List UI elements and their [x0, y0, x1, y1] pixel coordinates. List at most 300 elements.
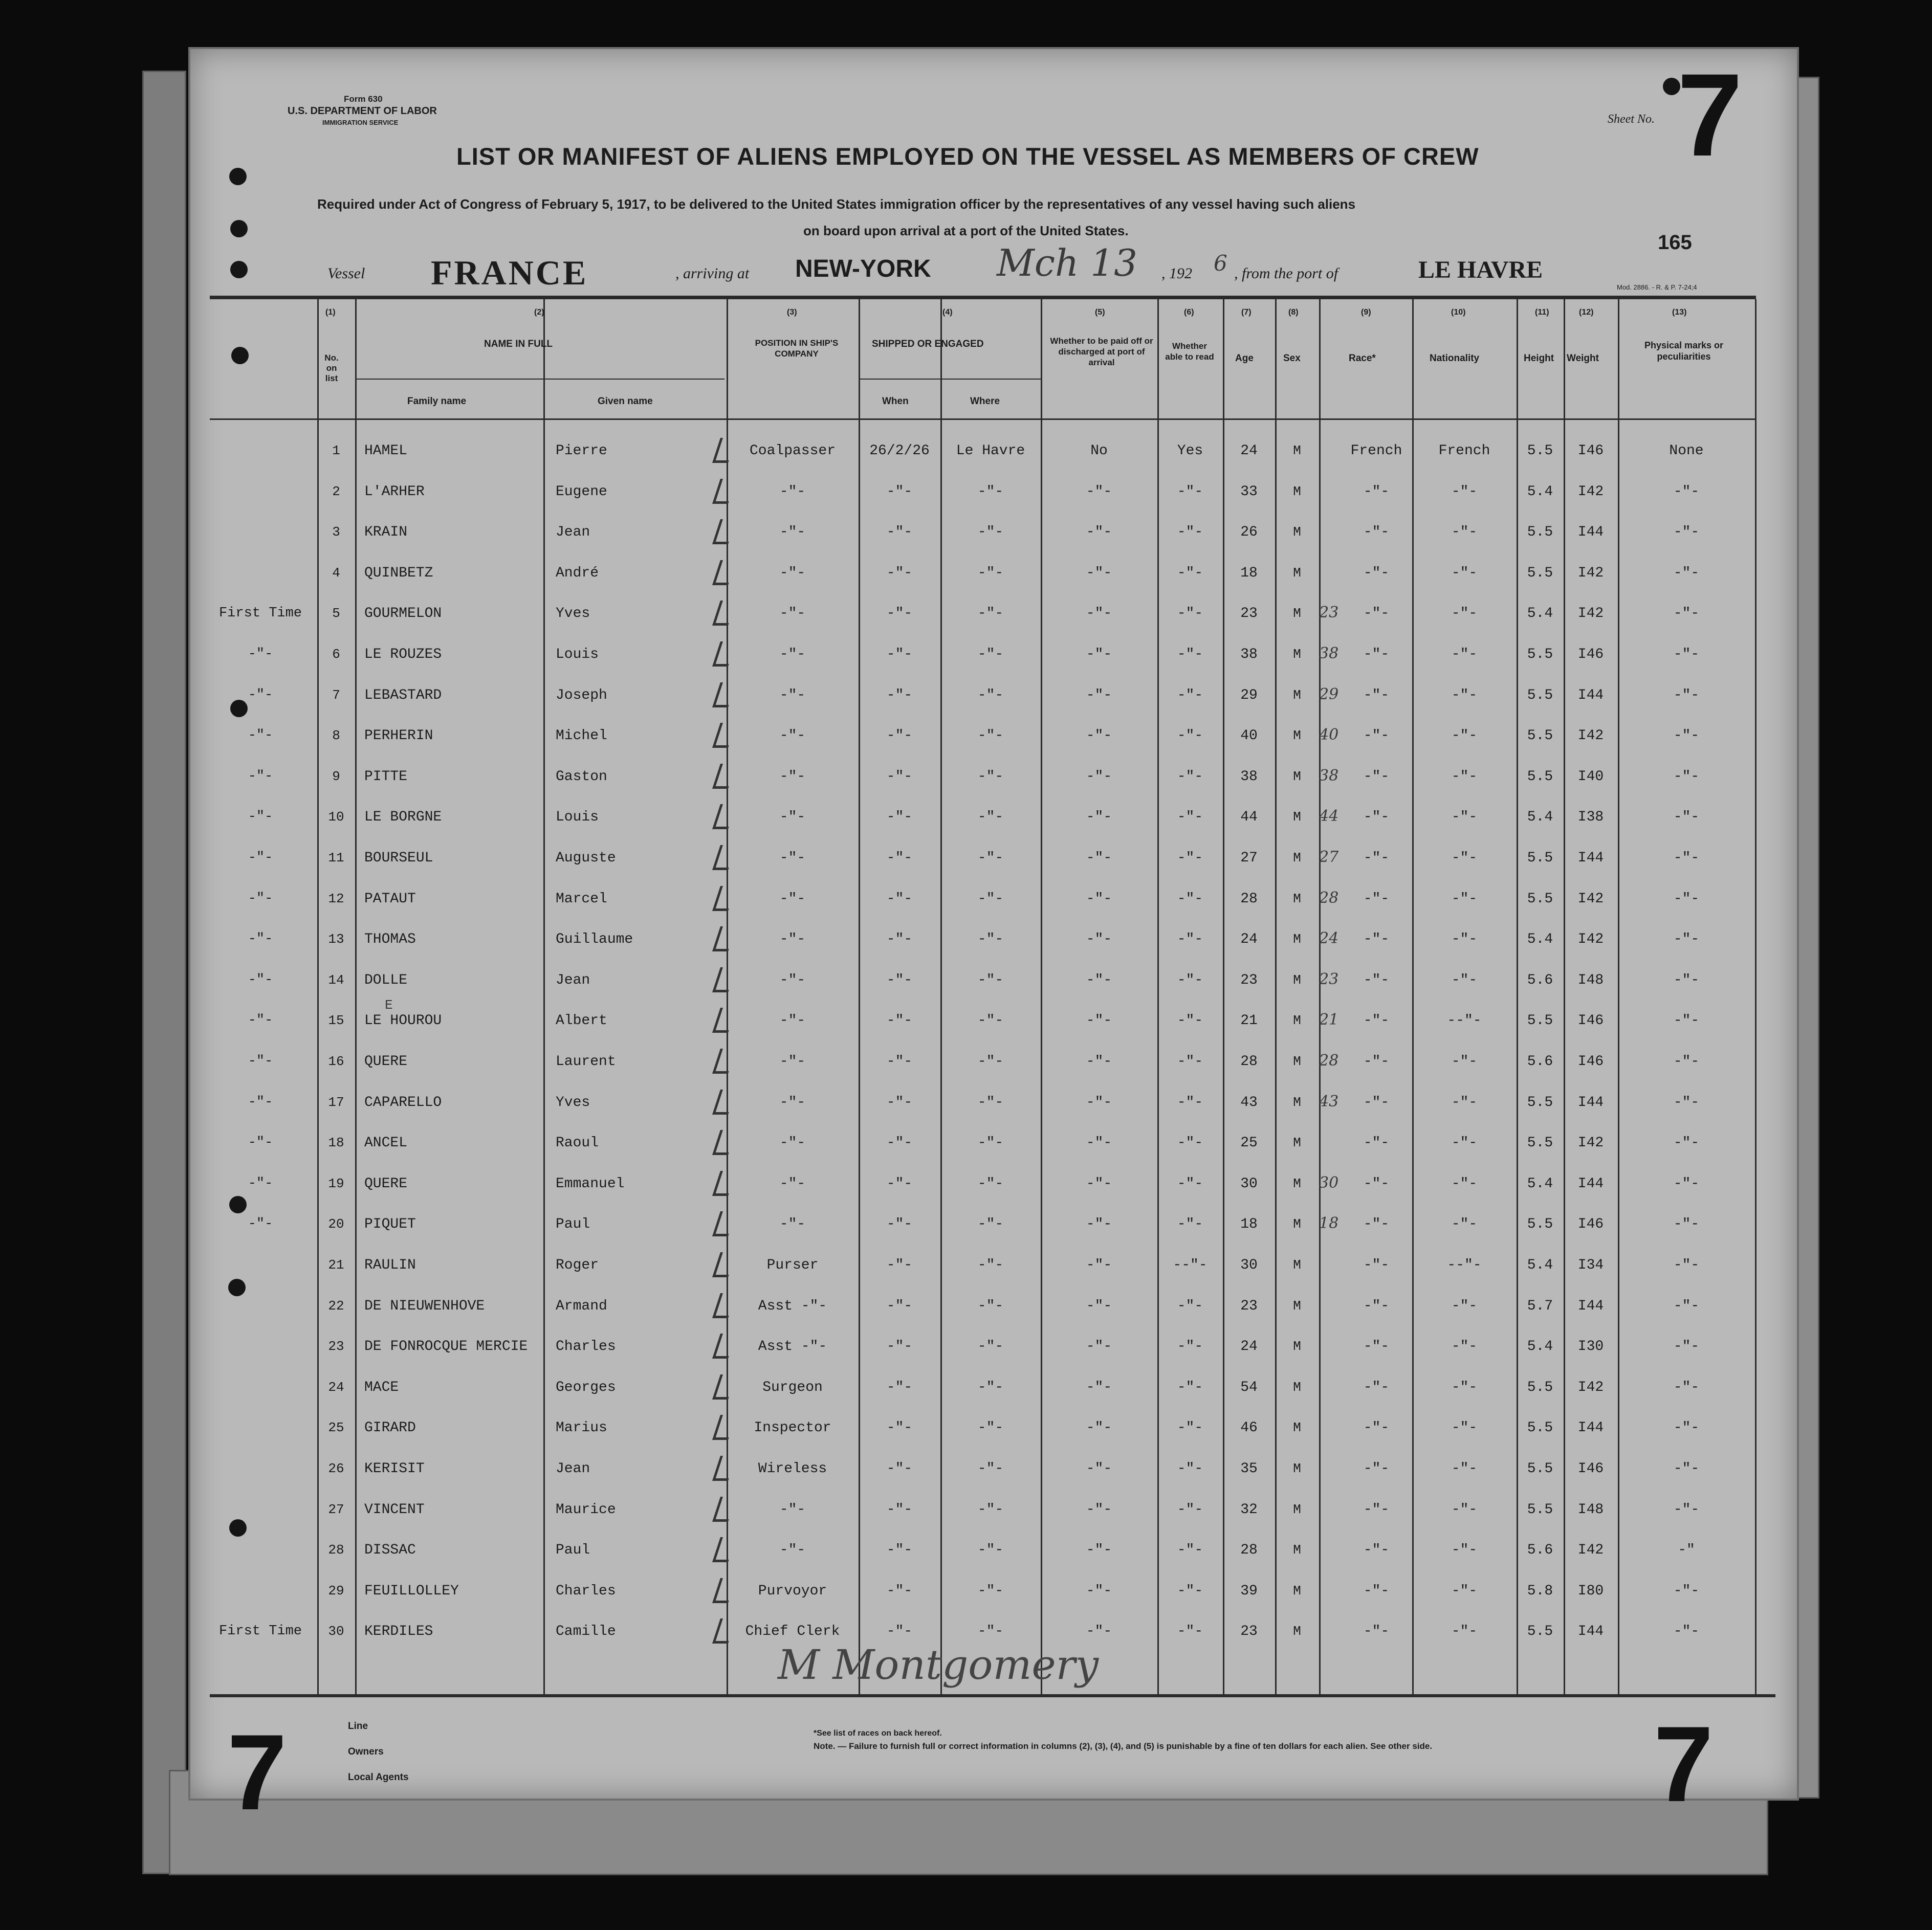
cell-nat: -"-: [1451, 1583, 1478, 1599]
cell-nat: -"-: [1451, 1095, 1478, 1111]
col7-header: Age: [1235, 353, 1254, 364]
cell-position: Surgeon: [762, 1380, 823, 1395]
table-row: [0, 1013, 1932, 1044]
col2-num: (2): [534, 308, 544, 317]
col12-num: (12): [1579, 308, 1594, 317]
cell-age: 27: [1240, 850, 1258, 866]
cell-read: -"-: [1177, 484, 1203, 500]
cell-when: -"-: [886, 1502, 913, 1518]
col2-header: NAME IN FULL: [484, 339, 553, 349]
cell-no: 20: [328, 1216, 344, 1232]
cell-where: -"-: [977, 647, 1004, 662]
cell-position: -"-: [779, 1176, 806, 1192]
cell-height: 5.5: [1527, 565, 1553, 581]
cell-height: 5.4: [1527, 1339, 1553, 1355]
note-label: Note.: [814, 1741, 836, 1751]
cell-sex: M: [1293, 1257, 1301, 1273]
cell-given: Laurent: [556, 1054, 616, 1070]
cell-paid: -"-: [1086, 1339, 1112, 1355]
cell-position: Asst -"-: [758, 1298, 827, 1314]
cell-marks: -"-: [1673, 1420, 1700, 1436]
table-row: [0, 1502, 1932, 1533]
handwritten-age: 44: [1319, 807, 1339, 825]
cell-no: 5: [332, 606, 340, 621]
cell-race: -"-: [1363, 1135, 1390, 1151]
cell-race: -"-: [1363, 1420, 1390, 1436]
cell-weight: I44: [1577, 524, 1604, 540]
cell-note: First Time: [218, 606, 302, 621]
cell-when: -"-: [886, 1054, 913, 1070]
cell-read: -"-: [1177, 565, 1203, 581]
table-row: [0, 931, 1932, 962]
cell-note: -"-: [248, 1054, 273, 1069]
cell-family: KRAIN: [364, 524, 408, 540]
cell-weight: I46: [1577, 1216, 1604, 1232]
cell-age: 18: [1240, 565, 1258, 581]
cell-given: Marcel: [556, 891, 607, 907]
punch-hole: [230, 220, 248, 237]
cell-race: -"-: [1363, 1216, 1390, 1232]
cell-position: -"-: [779, 524, 806, 540]
cell-nat: French: [1438, 443, 1490, 459]
cell-read: -"-: [1177, 1135, 1203, 1151]
cell-nat: -"-: [1451, 606, 1478, 622]
cell-family: BOURSEUL: [364, 850, 433, 866]
col4-num: (4): [942, 308, 953, 317]
cell-age: 23: [1240, 606, 1258, 622]
cell-when: 26/2/26: [869, 443, 930, 459]
cell-weight: I30: [1577, 1339, 1604, 1355]
sheet-number: 7: [1677, 49, 1743, 181]
form-number: Form 630: [344, 94, 383, 104]
cell-family: DISSAC: [364, 1542, 416, 1558]
cell-nat: --"-: [1447, 1257, 1482, 1273]
cell-age: 28: [1240, 1054, 1258, 1070]
cell-given: Raoul: [556, 1135, 599, 1151]
cell-sex: M: [1293, 1542, 1301, 1558]
table-row: [0, 1216, 1932, 1247]
vessel-name: FRANCE: [431, 253, 588, 292]
table-row: [0, 1298, 1932, 1329]
cell-when: -"-: [886, 850, 913, 866]
cell-when: -"-: [886, 1257, 913, 1273]
cell-height: 5.5: [1527, 1461, 1553, 1477]
cell-no: 24: [328, 1380, 344, 1395]
cell-paid: -"-: [1086, 1624, 1112, 1639]
cell-height: 5.5: [1527, 1502, 1553, 1518]
cell-height: 5.4: [1527, 1176, 1553, 1192]
cell-where: -"-: [977, 1542, 1004, 1558]
cell-paid: -"-: [1086, 606, 1112, 622]
table-row: [0, 1542, 1932, 1573]
service: IMMIGRATION SERVICE: [322, 119, 399, 126]
col1-num: (1): [325, 308, 336, 317]
cell-family: QUERE: [364, 1054, 408, 1070]
cell-sex: M: [1293, 1298, 1301, 1314]
cell-age: 54: [1240, 1380, 1258, 1395]
cell-when: -"-: [886, 931, 913, 947]
cell-sex: M: [1293, 1583, 1301, 1599]
cell-where: -"-: [977, 1583, 1004, 1599]
cell-family: QUINBETZ: [364, 565, 433, 581]
cell-sex: M: [1293, 687, 1301, 703]
cell-paid: -"-: [1086, 1176, 1112, 1192]
cell-position: -"-: [779, 972, 806, 988]
cell-paid: -"-: [1086, 1054, 1112, 1070]
cell-given: Pierre: [556, 443, 607, 459]
cell-height: 5.5: [1527, 1013, 1553, 1029]
cell-sex: M: [1293, 647, 1301, 662]
cell-family: KERDILES: [364, 1624, 433, 1639]
cell-when: -"-: [886, 728, 913, 744]
cell-note: -"-: [248, 850, 273, 866]
cell-paid: -"-: [1086, 1298, 1112, 1314]
cell-weight: I42: [1577, 891, 1604, 907]
cell-weight: I48: [1577, 972, 1604, 988]
cell-read: -"-: [1177, 1339, 1203, 1355]
cell-age: 29: [1240, 687, 1258, 703]
col1-header: No. on list: [324, 353, 339, 383]
cell-family: PITTE: [364, 769, 408, 785]
footer-agents-label: Local Agents: [348, 1772, 409, 1783]
table-row: [0, 524, 1932, 555]
cell-where: -"-: [977, 1339, 1004, 1355]
cell-read: -"-: [1177, 1461, 1203, 1477]
handwritten-age: 28: [1319, 889, 1339, 907]
cell-family: DOLLE: [364, 972, 408, 988]
cell-read: -"-: [1177, 809, 1203, 825]
cell-marks: -"-: [1673, 972, 1700, 988]
cell-no: 9: [332, 769, 340, 784]
cell-when: -"-: [886, 647, 913, 662]
cell-family: GIRARD: [364, 1420, 416, 1436]
col5-header: Whether to be paid off or discharged at port of arrival: [1050, 336, 1153, 367]
cell-where: -"-: [977, 1054, 1004, 1070]
cell-where: -"-: [977, 1135, 1004, 1151]
race-note: *See list of races on back hereof.: [814, 1729, 942, 1738]
cell-age: 25: [1240, 1135, 1258, 1151]
cell-race: -"-: [1363, 1542, 1390, 1558]
cell-weight: I38: [1577, 809, 1604, 825]
cell-position: -"-: [779, 565, 806, 581]
cell-family: LE BORGNE: [364, 809, 442, 825]
cell-sex: M: [1293, 565, 1301, 581]
cell-height: 5.6: [1527, 1054, 1553, 1070]
cell-read: --"-: [1173, 1257, 1208, 1273]
sheet-label: Sheet No.: [1608, 113, 1655, 126]
cell-family: FEUILLOLLEY: [364, 1583, 459, 1599]
cell-given: Guillaume: [556, 931, 633, 947]
cell-race: -"-: [1363, 1380, 1390, 1395]
table-row: [0, 1583, 1932, 1614]
cell-weight: I46: [1577, 443, 1604, 459]
cell-nat: -"-: [1451, 891, 1478, 907]
cell-weight: I44: [1577, 687, 1604, 703]
cell-given: Emmanuel: [556, 1176, 625, 1192]
cell-nat: -"-: [1451, 565, 1478, 581]
cell-paid: -"-: [1086, 524, 1112, 540]
year-prefix: , 192: [1161, 265, 1192, 282]
cell-sex: M: [1293, 484, 1301, 499]
cell-where: -"-: [977, 484, 1004, 500]
cell-note: -"-: [248, 1176, 273, 1191]
cell-given: Michel: [556, 728, 607, 744]
cell-paid: -"-: [1086, 1583, 1112, 1599]
manifest-sheet: [188, 47, 1799, 1801]
cell-race: -"-: [1363, 728, 1390, 744]
cell-nat: -"-: [1451, 1135, 1478, 1151]
col6-header: Whether able to read: [1165, 341, 1214, 362]
cell-paid: -"-: [1086, 647, 1112, 662]
cell-sex: M: [1293, 1461, 1301, 1476]
cell-weight: I44: [1577, 850, 1604, 866]
cell-family: GOURMELON: [364, 606, 442, 622]
cell-no: 23: [328, 1339, 344, 1354]
cell-marks: -"-: [1673, 769, 1700, 785]
cell-given: Joseph: [556, 687, 607, 703]
cell-race: -"-: [1363, 809, 1390, 825]
cell-given: Jean: [556, 972, 590, 988]
cell-weight: I46: [1577, 1461, 1604, 1477]
cell-height: 5.5: [1527, 850, 1553, 866]
cell-no: 6: [332, 647, 340, 662]
cell-height: 5.5: [1527, 443, 1553, 459]
cell-given: Louis: [556, 809, 599, 825]
cell-weight: I46: [1577, 1054, 1604, 1070]
cell-position: -"-: [779, 1502, 806, 1518]
cell-given: Marius: [556, 1420, 607, 1436]
col5-num: (5): [1095, 308, 1105, 317]
cell-where: -"-: [977, 1298, 1004, 1314]
cell-paid: -"-: [1086, 850, 1112, 866]
cell-given: Roger: [556, 1257, 599, 1273]
cell-when: -"-: [886, 1095, 913, 1111]
cell-given: Paul: [556, 1216, 590, 1232]
cell-race: -"-: [1363, 484, 1390, 500]
handwritten-age: 43: [1319, 1093, 1339, 1111]
cell-given: Yves: [556, 1095, 590, 1111]
table-bottom-rule: [210, 1694, 1775, 1697]
cell-race: -"-: [1363, 647, 1390, 662]
cell-no: 12: [328, 891, 344, 906]
cell-where: -"-: [977, 769, 1004, 785]
cell-when: -"-: [886, 1013, 913, 1029]
cell-nat: -"-: [1451, 728, 1478, 744]
cell-family: VINCENT: [364, 1502, 425, 1518]
cell-when: -"-: [886, 809, 913, 825]
cell-read: -"-: [1177, 1013, 1203, 1029]
cell-no: 25: [328, 1420, 344, 1435]
cell-sex: M: [1293, 1135, 1301, 1150]
table-row: [0, 1420, 1932, 1451]
cell-note: -"-: [248, 931, 273, 947]
cell-position: -"-: [779, 769, 806, 785]
cell-read: -"-: [1177, 931, 1203, 947]
cell-age: 23: [1240, 1624, 1258, 1639]
cell-height: 5.5: [1527, 1135, 1553, 1151]
col12-header: Weight: [1567, 353, 1599, 364]
cell-weight: I42: [1577, 1380, 1604, 1395]
cell-family: CAPARELLO: [364, 1095, 442, 1111]
cell-marks: -"-: [1673, 1583, 1700, 1599]
cell-weight: I42: [1577, 1135, 1604, 1151]
col11-num: (11): [1535, 308, 1549, 317]
col13-num: (13): [1672, 308, 1687, 317]
cell-weight: I42: [1577, 565, 1604, 581]
cell-given: Yves: [556, 606, 590, 622]
cell-race: -"-: [1363, 891, 1390, 907]
cell-given: Louis: [556, 647, 599, 662]
cell-position: -"-: [779, 1216, 806, 1232]
cell-where: -"-: [977, 565, 1004, 581]
cell-age: 18: [1240, 1216, 1258, 1232]
cell-age: 44: [1240, 809, 1258, 825]
cell-when: -"-: [886, 972, 913, 988]
handwritten-age: 28: [1319, 1052, 1339, 1070]
cell-race: -"-: [1363, 1176, 1390, 1192]
cell-where: -"-: [977, 809, 1004, 825]
cell-position: -"-: [779, 931, 806, 947]
cell-marks: -"-: [1673, 809, 1700, 825]
cell-sex: M: [1293, 1176, 1301, 1191]
department: U.S. DEPARTMENT OF LABOR: [288, 105, 437, 117]
cell-height: 5.5: [1527, 1216, 1553, 1232]
cell-sex: M: [1293, 1054, 1301, 1069]
cell-where: -"-: [977, 606, 1004, 622]
col2b-header: Given name: [598, 396, 653, 407]
cell-height: 5.4: [1527, 931, 1553, 947]
arrival-date-handwritten: Mch 13: [997, 241, 1137, 284]
cell-family: LEBASTARD: [364, 687, 442, 703]
cell-race: -"-: [1363, 1095, 1390, 1111]
mod-note: Mod. 2886. - R. & P. 7-24;4: [1617, 283, 1697, 291]
col8-num: (8): [1288, 308, 1299, 317]
cell-sex: M: [1293, 850, 1301, 866]
cell-where: -"-: [977, 1216, 1004, 1232]
cell-nat: -"-: [1451, 769, 1478, 785]
cell-weight: I34: [1577, 1257, 1604, 1273]
cell-where: Le Havre: [956, 443, 1025, 459]
cell-given: André: [556, 565, 599, 581]
cell-nat: -"-: [1451, 1298, 1478, 1314]
cell-no: 18: [328, 1135, 344, 1150]
cell-height: 5.5: [1527, 524, 1553, 540]
table-row: [0, 809, 1932, 840]
cell-when: -"-: [886, 1176, 913, 1192]
cell-age: 39: [1240, 1583, 1258, 1599]
handwritten-age: 29: [1319, 685, 1339, 703]
cell-note: -"-: [248, 687, 273, 703]
table-row: [0, 891, 1932, 922]
cell-where: -"-: [977, 1176, 1004, 1192]
cell-paid: -"-: [1086, 1542, 1112, 1558]
from-label: , from the port of: [1234, 265, 1338, 282]
cell-marks: -"-: [1673, 1298, 1700, 1314]
cell-note: First Time: [218, 1624, 302, 1639]
cell-marks: -"-: [1673, 565, 1700, 581]
footer-line-label: Line: [348, 1721, 368, 1732]
cell-when: -"-: [886, 1339, 913, 1355]
required-line-1: Required under Act of Congress of February 5, 1917, to be delivered to the United States immigration officer by the representatives of any vessel having such aliens: [317, 196, 1356, 212]
cell-paid: -"-: [1086, 1461, 1112, 1477]
punch-hole: [229, 168, 247, 185]
table-row: [0, 647, 1932, 677]
cell-note: -"-: [248, 891, 273, 906]
cell-no: 21: [328, 1257, 344, 1273]
cell-where: -"-: [977, 1420, 1004, 1436]
cell-paid: -"-: [1086, 931, 1112, 947]
cell-nat: -"-: [1451, 1461, 1478, 1477]
cell-when: -"-: [886, 484, 913, 500]
cell-marks: -"-: [1673, 524, 1700, 540]
handwritten-age: 21: [1319, 1011, 1339, 1029]
cell-given: Charles: [556, 1339, 616, 1355]
table-row: [0, 484, 1932, 515]
cell-height: 5.5: [1527, 1095, 1553, 1111]
footer-number-right: 7: [1654, 1704, 1714, 1824]
table-top-rule: [210, 296, 1756, 299]
cell-no: 15: [328, 1013, 344, 1028]
cell-weight: I44: [1577, 1624, 1604, 1639]
cell-when: -"-: [886, 1298, 913, 1314]
cell-nat: -"-: [1451, 1216, 1478, 1232]
table-row: [0, 606, 1932, 636]
cell-sex: M: [1293, 1013, 1301, 1028]
penalty-note: [814, 1741, 1432, 1751]
cell-sex: M: [1293, 891, 1301, 906]
cell-no: 10: [328, 809, 344, 825]
cell-no: 22: [328, 1298, 344, 1314]
cell-weight: I44: [1577, 1176, 1604, 1192]
cell-race: -"-: [1363, 972, 1390, 988]
cell-height: 5.4: [1527, 1257, 1553, 1273]
cell-nat: --"-: [1447, 1013, 1482, 1029]
cell-no: 17: [328, 1095, 344, 1110]
cell-weight: I46: [1577, 1013, 1604, 1029]
cell-when: -"-: [886, 891, 913, 907]
handwritten-age: 27: [1319, 848, 1339, 866]
cell-read: -"-: [1177, 1420, 1203, 1436]
cell-where: -"-: [977, 687, 1004, 703]
cell-race: -"-: [1363, 1583, 1390, 1599]
cell-given: Charles: [556, 1583, 616, 1599]
cell-read: -"-: [1177, 850, 1203, 866]
cell-paid: -"-: [1086, 1013, 1112, 1029]
cell-read: -"-: [1177, 728, 1203, 744]
cell-position: -"-: [779, 850, 806, 866]
cell-paid: -"-: [1086, 565, 1112, 581]
cell-nat: -"-: [1451, 809, 1478, 825]
cell-position: -"-: [779, 1135, 806, 1151]
cell-marks: -"-: [1673, 1339, 1700, 1355]
cell-position: -"-: [779, 484, 806, 500]
cell-race: -"-: [1363, 1624, 1390, 1639]
cell-paid: -"-: [1086, 687, 1112, 703]
cell-read: -"-: [1177, 1542, 1203, 1558]
cell-height: 5.4: [1527, 809, 1553, 825]
cell-given: Paul: [556, 1542, 590, 1558]
cell-age: 30: [1240, 1176, 1258, 1192]
cell-note: -"-: [248, 1135, 273, 1150]
cell-age: 28: [1240, 1542, 1258, 1558]
cell-read: -"-: [1177, 647, 1203, 662]
cell-read: -"-: [1177, 1624, 1203, 1639]
cell-marks: -"-: [1673, 1624, 1700, 1639]
cell-marks: -"-: [1673, 1257, 1700, 1273]
le-hourou-accent: E: [385, 997, 393, 1013]
cell-no: 14: [328, 972, 344, 988]
col9-header: Race*: [1349, 353, 1376, 364]
